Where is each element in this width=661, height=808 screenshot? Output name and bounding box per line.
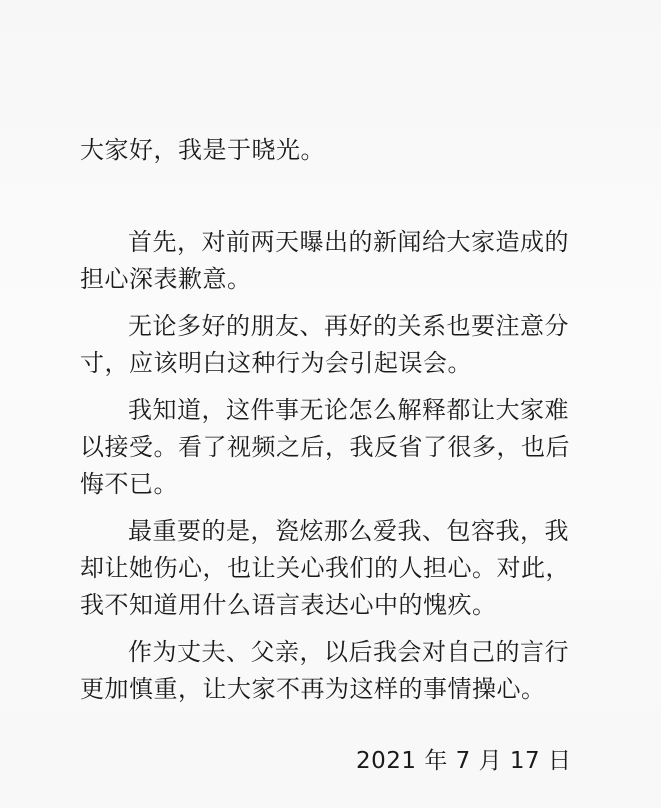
letter-body: [80, 224, 580, 718]
paragraph-wife: 最重要的是，瓷炫那么爱我、包容我，我却让她伤心，也让关心我们的人担心。对此，我不知道用什么语言表达心中的愧疚。: [80, 517, 570, 619]
paragraph-promise: 作为丈夫、父亲，以后我会对自己的言行更加慎重，让大家不再为这样的事情操心。: [80, 638, 569, 703]
paragraph-boundaries: 无论多好的朋友、再好的关系也要注意分寸，应该明白这种行为会引起误会。: [80, 312, 569, 377]
paragraph-reflection: 我知道，这件事无论怎么解释都让大家难以接受。看了视频之后，我反省了很多，也后悔不已。: [80, 396, 570, 498]
paragraph-apology: 首先，对前两天曝出的新闻给大家造成的担心深表歉意。: [80, 228, 569, 293]
letter-greeting: 大家好，我是于晓光。: [80, 136, 325, 164]
letter-date: 2021 年 7 月 17 日: [356, 748, 572, 774]
